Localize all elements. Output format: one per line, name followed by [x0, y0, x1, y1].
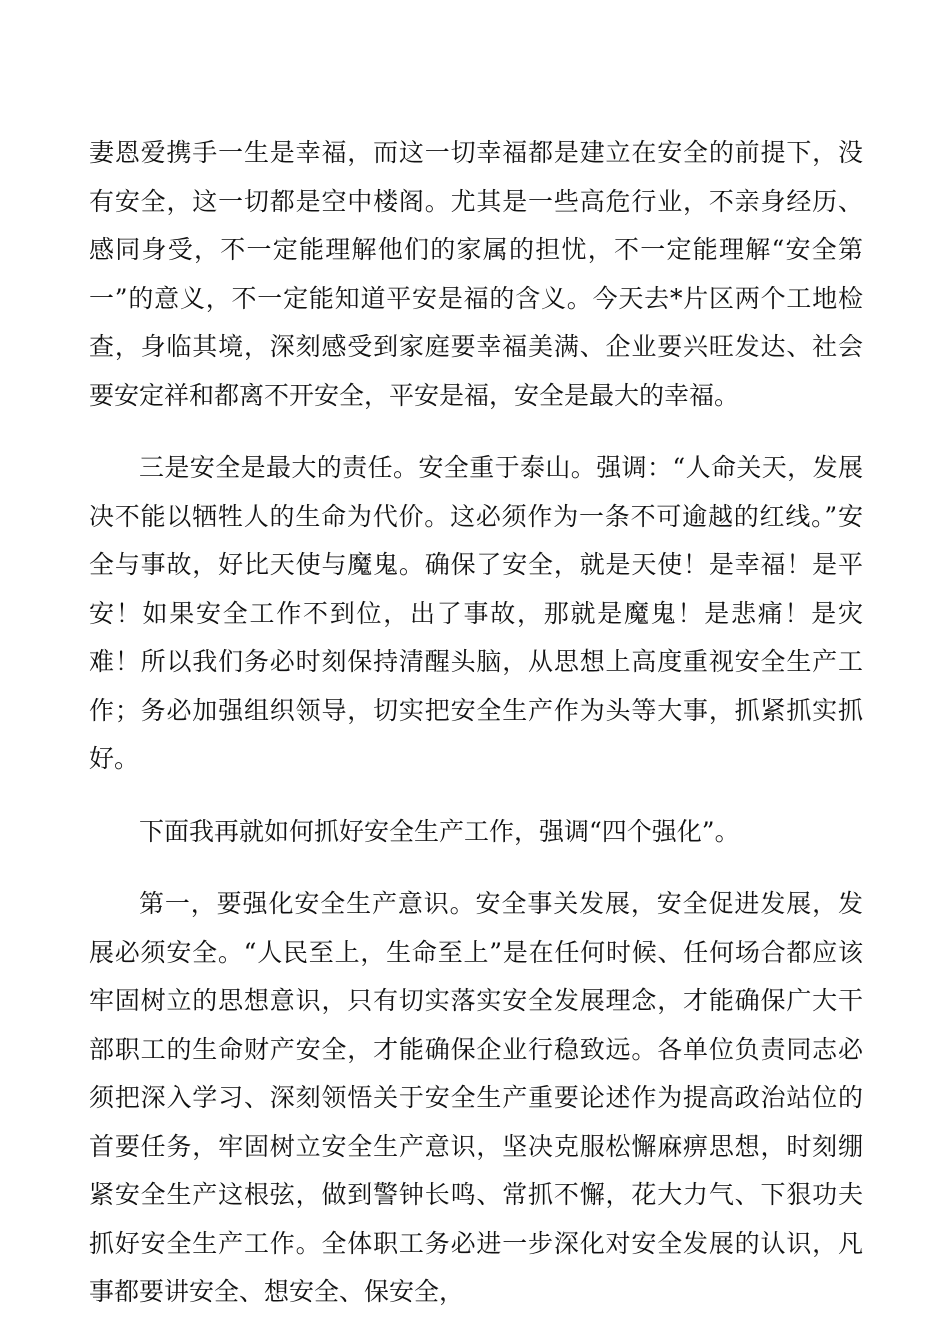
- paragraph-continuation: 妻恩爱携手一生是幸福，而这一切幸福都是建立在安全的前提下，没有安全，这一切都是空中楼阁。尤其是一些高危行业，不亲身经历、感同身受，不一定能理解他们的家属的担忧，不一定能理解“安全第一”的意义，不一定能知道平安是福的含义。今天去*片区两个工地检查，身临其境，深刻感受到家庭要幸福美满、企业要兴旺发达、社会要安定祥和都离不开安全，平安是福，安全是最大的幸福。: [89, 138, 863, 410]
- paragraph-gap: [89, 420, 863, 444]
- paragraph-gap: [89, 856, 863, 880]
- paragraph-gap: [89, 784, 863, 808]
- paragraph-four-strengthenings-intro: 下面我再就如何抓好安全生产工作，强调“四个强化”。: [139, 816, 740, 846]
- paragraph-first-point: 第一，要强化安全生产意识。安全事关发展，安全促进发展，发展必须安全。“人民至上，生命至上”是在任何时候、任何场合都应该牢固树立的思想意识，只有切实落实安全发展理念，才能确保广大干部职工的生命财产安全，才能确保企业行稳致远。各单位负责同志必须把深入学习、深刻领悟关于安全生产重要论述作为提高政治站位的首要任务，牢固树立安全生产意识，坚决克服松懈麻痹思想，时刻绷紧安全生产这根弦，做到警钟长鸣、常抓不懈，花大力气、下狠功夫抓好安全生产工作。全体职工务必进一步深化对安全发展的认识，凡事都要讲安全、想安全、保安全，: [89, 889, 863, 1306]
- document-body: [89, 129, 863, 1317]
- paragraph-responsibility: 三是安全是最大的责任。安全重于泰山。强调：“人命关天，发展决不能以牺牲人的生命为代价。这必须作为一条不可逾越的红线。”安全与事故，好比天使与魔鬼。确保了安全，就是天使！是幸福！是平安！如果安全工作不到位，出了事故，那就是魔鬼！是悲痛！是灾难！所以我们务必时刻保持清醒头脑，从思想上高度重视安全生产工作；务必加强组织领导，切实把安全生产作为头等大事，抓紧抓实抓好。: [89, 453, 863, 773]
